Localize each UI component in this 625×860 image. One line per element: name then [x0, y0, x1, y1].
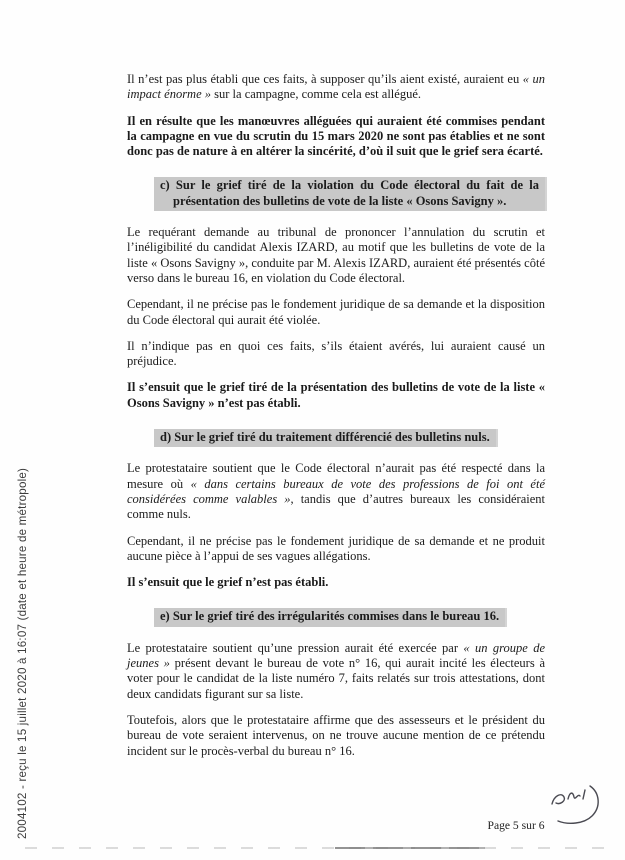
- section-heading: e) Sur le grief tiré des irrégularités commises dans le bureau 16.: [154, 608, 545, 626]
- paragraph: Cependant, il ne précise pas le fondement juridique de sa demande et la disposition du Code électoral qui aurait été violée.: [127, 297, 545, 327]
- paragraph: Il en résulte que les manœuvres alléguées qui auraient été commises pendant la campagne en vue du scrutin du 15 mars 2020 ne sont pas établies et ne sont donc pas de nature à en altérer la sincérité, d’où il suit que le grief sera écarté.: [127, 113, 545, 159]
- paragraph: Il n’est pas plus établi que ces faits, à supposer qu’ils aient existé, auraient eu « un impact énorme » sur la campagne, comme cela est allégué.: [127, 72, 545, 102]
- paragraph: Le protestataire soutient qu’une pression aurait été exercée par « un groupe de jeunes » présent devant le bureau de vote n° 16, qui aurait incité les électeurs à voter pour le candidat de la liste numéro 7, faits relatés sur trois attestations, dont deux candidats figurant sur sa liste.: [127, 640, 546, 701]
- fax-receipt-stamp: 2004102 - reçu le 15 juillet 2020 à 16:07 (date et heure de métropole): [16, 467, 29, 839]
- paragraph: Il s’ensuit que le grief n’est pas établi.: [127, 575, 329, 590]
- paragraph: Cependant, il ne précise pas le fondement juridique de sa demande et ne produit aucune pièce à l’appui de ses vagues allégations.: [127, 533, 545, 563]
- page-number-label: Page 5 sur 6: [487, 819, 545, 832]
- paragraph: Le protestataire soutient que le Code électoral n’aurait pas été respecté dans la mesure où « dans certains bureaux de vote des professions de foi ont été considérées comme valables », tandis que d’autres bureaux les considéraient comme nuls.: [127, 461, 545, 522]
- paragraph: Il n’indique pas en quoi ces faits, s’ils étaient avérés, lui auraient causé un préjudice.: [127, 338, 545, 369]
- document-body: [127, 72, 545, 770]
- paragraph: Toutefois, alors que le protestataire affirme que des assesseurs et le président du bureau de vote seraient intervenus, on ne trouve aucune mention de ce prétendu incident sur le procès-verbal du bureau n° 16.: [127, 712, 545, 758]
- section-heading: d) Sur le grief tiré du traitement différencié des bulletins nuls.: [154, 429, 545, 447]
- paragraph: Le requérant demande au tribunal de prononcer l’annulation du scrutin et l’inéligibilité du candidat Alexis IZARD, au motif que les bulletins de vote de la liste « Osons Savigny », conduite par M. Alexis IZARD, auraient été présentés côté verso dans le bureau 16, en violation du Code électoral.: [127, 225, 545, 285]
- scan-artifact-line-dark: [335, 847, 485, 849]
- scan-artifact-line: [25, 847, 610, 849]
- section-heading: c) Sur le grief tiré de la violation du Code électoral du fait de la présentation des bulletins de vote de la liste « Osons Savigny ».: [154, 177, 545, 211]
- paragraph: Il s’ensuit que le grief tiré de la présentation des bulletins de vote de la liste « Osons Savigny » n’est pas établi.: [127, 380, 545, 410]
